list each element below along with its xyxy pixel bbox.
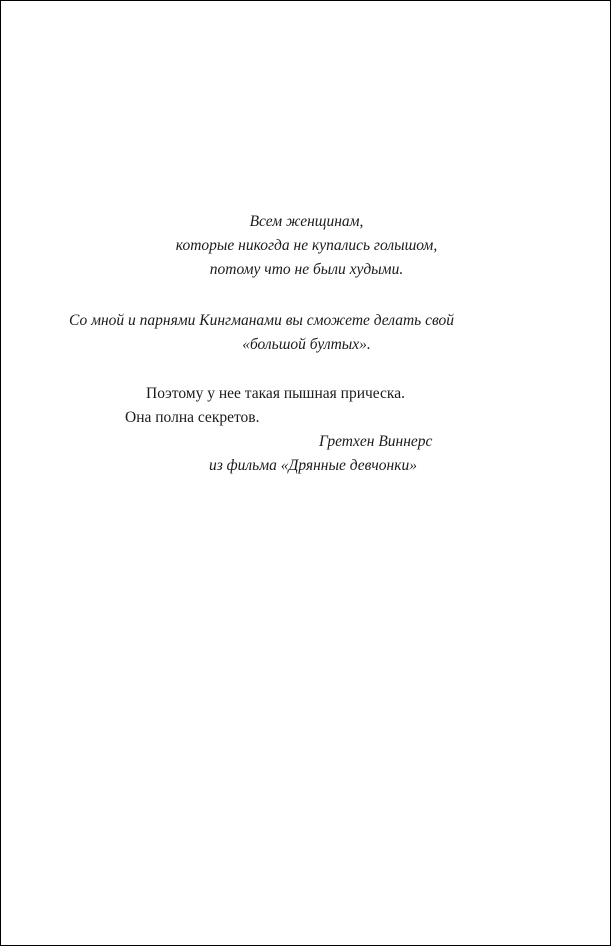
dedication-line-3: потому что не были худыми. — [209, 261, 404, 278]
note-line-2: «большой бултых». — [242, 336, 371, 353]
epigraph-quote-line-1: Поэтому у нее такая пышная прическа. — [146, 385, 405, 402]
epigraph-quote-line-2: Она полна секретов. — [125, 409, 260, 426]
note-line-1: Со мной и парнями Кингманами вы сможете делать свой — [69, 312, 455, 329]
epigraph-source: из фильма «Дрянные девчонки» — [209, 457, 417, 474]
dedication-line-2: которые никогда не купались голышом, — [175, 237, 438, 254]
dedication-line-1: Всем женщинам, — [249, 213, 364, 230]
epigraph-author: Гретхен Виннерс — [319, 433, 433, 450]
